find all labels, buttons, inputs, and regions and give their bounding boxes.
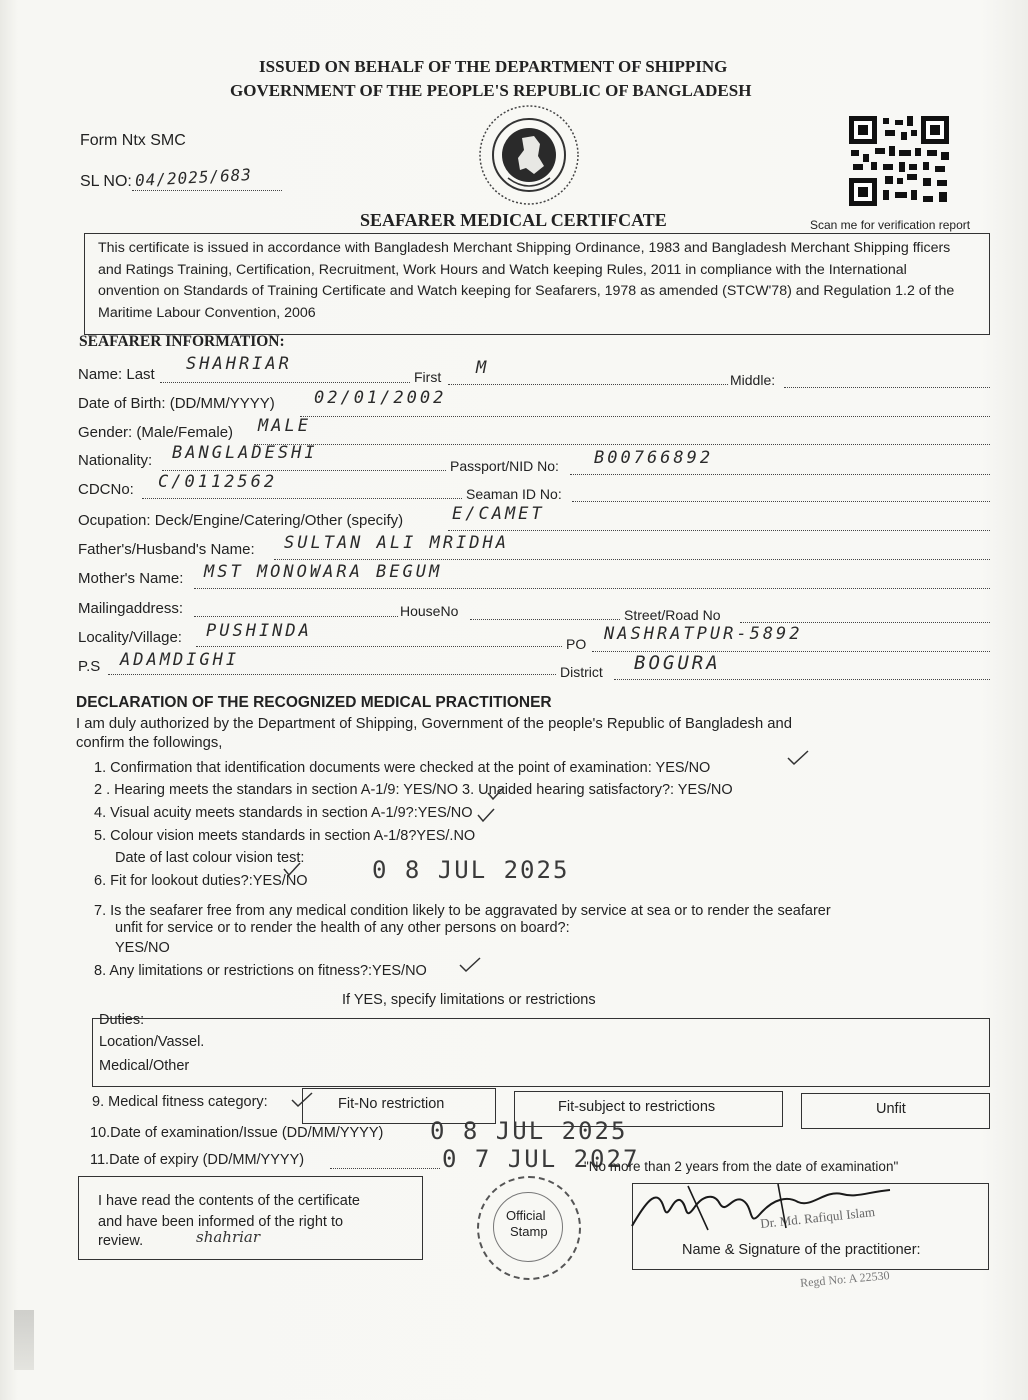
qr-caption: Scan me for verification report bbox=[810, 218, 971, 232]
item-6: 6. Fit for lookout duties?:YES/NO bbox=[94, 873, 308, 889]
declaration-heading: DECLARATION OF THE RECOGNIZED MEDICAL PRACTITIONER bbox=[76, 694, 552, 711]
exam-date: 0 8 JUL 2025 bbox=[430, 1117, 628, 1145]
colour-test-date: 0 8 JUL 2025 bbox=[372, 856, 570, 884]
qr-code-icon[interactable] bbox=[849, 116, 949, 206]
tick-icon bbox=[458, 955, 482, 975]
po-value: NASHRATPUR-5892 bbox=[604, 624, 803, 644]
house-label: HouseNo bbox=[400, 603, 459, 619]
practitioner-label: Name & Signature of the practitioner: bbox=[682, 1242, 921, 1258]
last-name-value: SHAHRIAR bbox=[186, 354, 292, 374]
middle-name-label: Middle: bbox=[730, 372, 776, 388]
mother-value: MST MONOWARA BEGUM bbox=[204, 562, 443, 582]
item-1: 1. Confirmation that identification documents were checked at the point of examination: YES/NO bbox=[94, 760, 711, 776]
gender-value: MALE bbox=[258, 416, 311, 436]
ack-line-1: I have read the contents of the certificate bbox=[98, 1193, 360, 1209]
first-name-label: First bbox=[414, 369, 442, 385]
sl-label: SL NO: bbox=[80, 173, 132, 190]
limitations-box bbox=[92, 1018, 990, 1087]
item-7-line-3: YES/NO bbox=[115, 940, 170, 956]
location-label: Location/Vassel. bbox=[99, 1034, 205, 1050]
item-7-line-1: 7. Is the seafarer free from any medical condition likely to be aggravated by service at sea or to render the seafarer bbox=[94, 903, 831, 919]
item-9: 9. Medical fitness category: bbox=[92, 1094, 268, 1110]
practitioner-signature-icon bbox=[628, 1178, 898, 1238]
mailing-label: Mailingaddress: bbox=[78, 600, 184, 617]
item-10: 10.Date of examination/Issue (DD/MM/YYYY) bbox=[90, 1125, 384, 1141]
category-2-label: Fit-subject to restrictions bbox=[558, 1099, 716, 1115]
dob-label: Date of Birth: (DD/MM/YYYY) bbox=[78, 395, 275, 412]
item-7-line-2: unfit for service or to render the health of any other persons on board?: bbox=[115, 920, 570, 936]
doctor-name-stamp: Dr. Md. Rafiqul Islam bbox=[759, 1204, 876, 1231]
declaration-intro-2: confirm the followings, bbox=[76, 735, 223, 751]
tick-icon bbox=[476, 806, 496, 824]
header-line-2: GOVERNMENT OF THE PEOPLE'S REPUBLIC OF BANGLADESH bbox=[230, 81, 752, 100]
locality-label: Locality/Village: bbox=[78, 629, 182, 646]
ps-value: ADAMDIGHI bbox=[120, 650, 240, 670]
form-id: Form Ntx SMC bbox=[80, 132, 186, 149]
sl-value: 04/2025/683 bbox=[134, 164, 253, 191]
header-line-1: ISSUED ON BEHALF OF THE DEPARTMENT OF SHIPPING bbox=[259, 57, 728, 76]
official-stamp-label-1: Official bbox=[506, 1208, 546, 1223]
expiry-date: 0 7 JUL 2027 bbox=[442, 1145, 640, 1173]
ack-line-2: and have been informed of the right to bbox=[98, 1214, 344, 1230]
mother-label: Mother's Name: bbox=[78, 570, 184, 587]
district-label: District bbox=[560, 664, 603, 680]
seaman-id-label: Seaman ID No: bbox=[466, 486, 562, 502]
street-label: Street/Road No bbox=[624, 607, 721, 623]
declaration-intro-1: I am duly authorized by the Department of Shipping, Government of the people's Republic of Bangladesh and bbox=[76, 716, 792, 732]
item-4: 4. Visual acuity meets standards in section A-1/9?:YES/NO bbox=[94, 805, 473, 821]
ps-label: P.S bbox=[78, 658, 101, 675]
nationality-value: BANGLADESHI bbox=[172, 443, 318, 463]
tick-icon bbox=[282, 860, 302, 878]
occupation-value: E/CAMET bbox=[452, 504, 545, 524]
intro-text: This certificate is issued in accordance with Bangladesh Merchant Shipping Ordinance, 1983 and Bangladesh Merchant Shipping fficers and Ratings Training, Certification, Recruitment, Work Hours and Watch keeping Rules, 2011 in compliance with the International onvention on Standards of Training Certificate and Watch keeping for Seafarers, 1978 as amended (STCW'78) and Regulation 1.2 of the Maritime Labour Convention, 2006 bbox=[98, 240, 955, 321]
passport-label: Passport/NID No: bbox=[450, 458, 559, 474]
government-seal-icon bbox=[478, 104, 580, 206]
dob-value: 02/01/2002 bbox=[314, 388, 447, 408]
medical-label: Medical/Other bbox=[99, 1058, 190, 1074]
seafarer-heading: SEAFARER INFORMATION: bbox=[79, 333, 285, 350]
cdc-value: C/0112562 bbox=[158, 472, 278, 492]
tick-icon bbox=[786, 748, 810, 768]
item-2: 2 . Hearing meets the standars in section A-1/9: YES/NO 3. Unaided hearing satisfactory?: YES/NO bbox=[94, 782, 733, 798]
last-name-label: Name: Last bbox=[78, 366, 155, 383]
locality-value: PUSHINDA bbox=[206, 621, 312, 641]
item-11: 11.Date of expiry (DD/MM/YYYY) bbox=[90, 1152, 305, 1168]
occupation-label: Ocupation: Deck/Engine/Catering/Other (specify) bbox=[78, 512, 404, 529]
ack-line-3: review. bbox=[98, 1233, 144, 1249]
expiry-note: "No more than 2 years from the date of examination" bbox=[584, 1159, 899, 1174]
cdc-label: CDCNo: bbox=[78, 481, 134, 498]
po-label: PO bbox=[566, 636, 587, 652]
item-5-date-label: Date of last colour vision test: bbox=[115, 850, 305, 866]
gender-label: Gender: (Male/Female) bbox=[78, 424, 234, 441]
registration-number: Regd No: A 22530 bbox=[799, 1268, 891, 1290]
nationality-label: Nationality: bbox=[78, 452, 153, 469]
item-5: 5. Colour vision meets standards in section A-1/8?YES/.NO bbox=[94, 828, 476, 844]
tick-icon bbox=[486, 784, 506, 802]
first-name-value: M bbox=[476, 358, 490, 378]
seafarer-signature: shahriar bbox=[196, 1228, 261, 1246]
official-stamp-label-2: Stamp bbox=[510, 1224, 548, 1239]
father-label: Father's/Husband's Name: bbox=[78, 541, 255, 558]
category-1-label: Fit-No restriction bbox=[338, 1096, 445, 1112]
category-3-label: Unfit bbox=[876, 1101, 906, 1117]
certificate-title: SEAFARER MEDICAL CERTIFCATE bbox=[360, 210, 667, 230]
passport-value: B00766892 bbox=[594, 448, 714, 468]
if-yes-note: If YES, specify limitations or restrictions bbox=[342, 992, 596, 1008]
item-8: 8. Any limitations or restrictions on fitness?:YES/NO bbox=[94, 963, 427, 979]
scan-edge-mark bbox=[14, 1310, 34, 1370]
duties-label: Duties: bbox=[99, 1012, 145, 1028]
district-value: BOGURA bbox=[634, 652, 721, 674]
father-value: SULTAN ALI MRIDHA bbox=[284, 533, 509, 553]
